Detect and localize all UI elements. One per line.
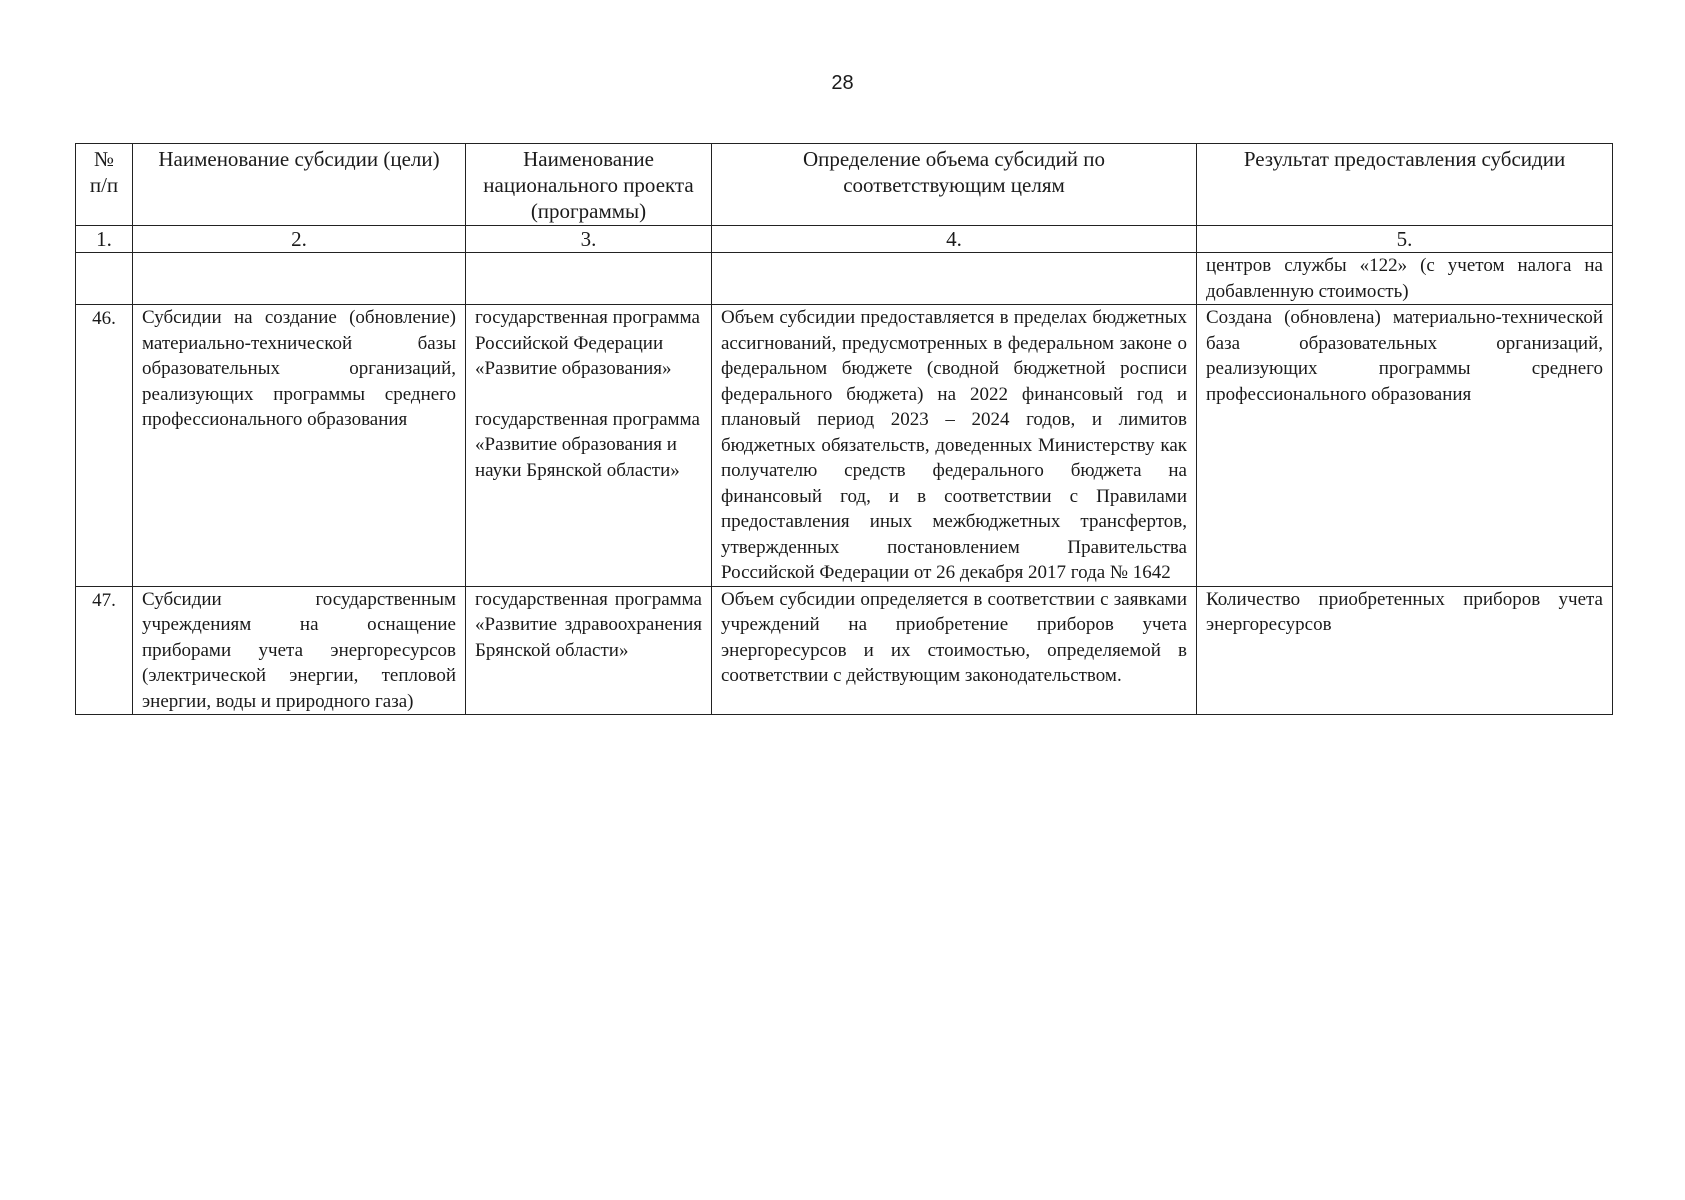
header-volume-definition: Определение объема субсидий по соответствующим целям bbox=[712, 144, 1197, 226]
column-number: 5. bbox=[1197, 226, 1613, 253]
column-number: 3. bbox=[466, 226, 712, 253]
column-number-row bbox=[76, 226, 1613, 253]
column-number: 2. bbox=[133, 226, 466, 253]
row-number-cell: 47. bbox=[76, 586, 133, 715]
header-result: Результат предоставления субсидии bbox=[1197, 144, 1613, 226]
subsidy-name-cell: Субсидии на создание (обновление) материально-технической базы образовательных организаций, реализующих программы среднего профессионального образования bbox=[133, 305, 466, 587]
column-number: 4. bbox=[712, 226, 1197, 253]
project-name-cell bbox=[466, 305, 712, 587]
project-name-cell: государственная программа «Развитие здравоохранения Брянской области» bbox=[466, 586, 712, 715]
continuation-result-cell: центров службы «122» (с учетом налога на добавленную стоимость) bbox=[1197, 253, 1613, 305]
empty-cell bbox=[133, 253, 466, 305]
column-number: 1. bbox=[76, 226, 133, 253]
empty-cell bbox=[76, 253, 133, 305]
header-subsidy-name: Наименование субсидии (цели) bbox=[133, 144, 466, 226]
table-header-row bbox=[76, 144, 1613, 226]
subsidy-name-cell: Субсидии государственным учреждениям на оснащение приборами учета энергоресурсов (электрической энергии, тепловой энергии, воды и природного газа) bbox=[133, 586, 466, 715]
continuation-row bbox=[76, 253, 1613, 305]
header-number: № п/п bbox=[76, 144, 133, 226]
result-cell: Создана (обновлена) материально-технической база образовательных организаций, реализующих программы среднего профессионального образования bbox=[1197, 305, 1613, 587]
paragraph-gap bbox=[475, 382, 702, 407]
subsidies-table bbox=[75, 143, 1613, 715]
result-cell: Количество приобретенных приборов учета энергоресурсов bbox=[1197, 586, 1613, 715]
page-number: 28 bbox=[831, 72, 854, 94]
volume-definition-cell: Объем субсидии определяется в соответствии с заявками учреждений на приобретение приборов учета энергоресурсов и их стоимостью, определяемой в соответствии с действующим законодательством. bbox=[712, 586, 1197, 715]
volume-definition-cell: Объем субсидии предоставляется в пределах бюджетных ассигнований, предусмотренных в федеральном законе о федеральном бюджете (сводной бюджетной росписи федерального бюджета) на 2022 финансовый год и плановый период 2023 – 2024 годов, и лимитов бюджетных обязательств, доведенных Министерству как получателю средств федерального бюджета на финансовый год, и в соответствии с Правилами предоставления иных межбюджетных трансфертов, утвержденных постановлением Правительства Российской Федерации от 26 декабря 2017 года № 1642 bbox=[712, 305, 1197, 587]
table-row bbox=[76, 586, 1613, 715]
program-text: государственная программа «Развитие образования и науки Брянской области» bbox=[475, 408, 700, 481]
row-number-cell: 46. bbox=[76, 305, 133, 587]
program-text: государственная программа Российской Федерации «Развитие образования» bbox=[475, 307, 700, 379]
empty-cell bbox=[466, 253, 712, 305]
header-project-name: Наименование национального проекта (программы) bbox=[466, 144, 712, 226]
empty-cell bbox=[712, 253, 1197, 305]
table-row bbox=[76, 305, 1613, 587]
